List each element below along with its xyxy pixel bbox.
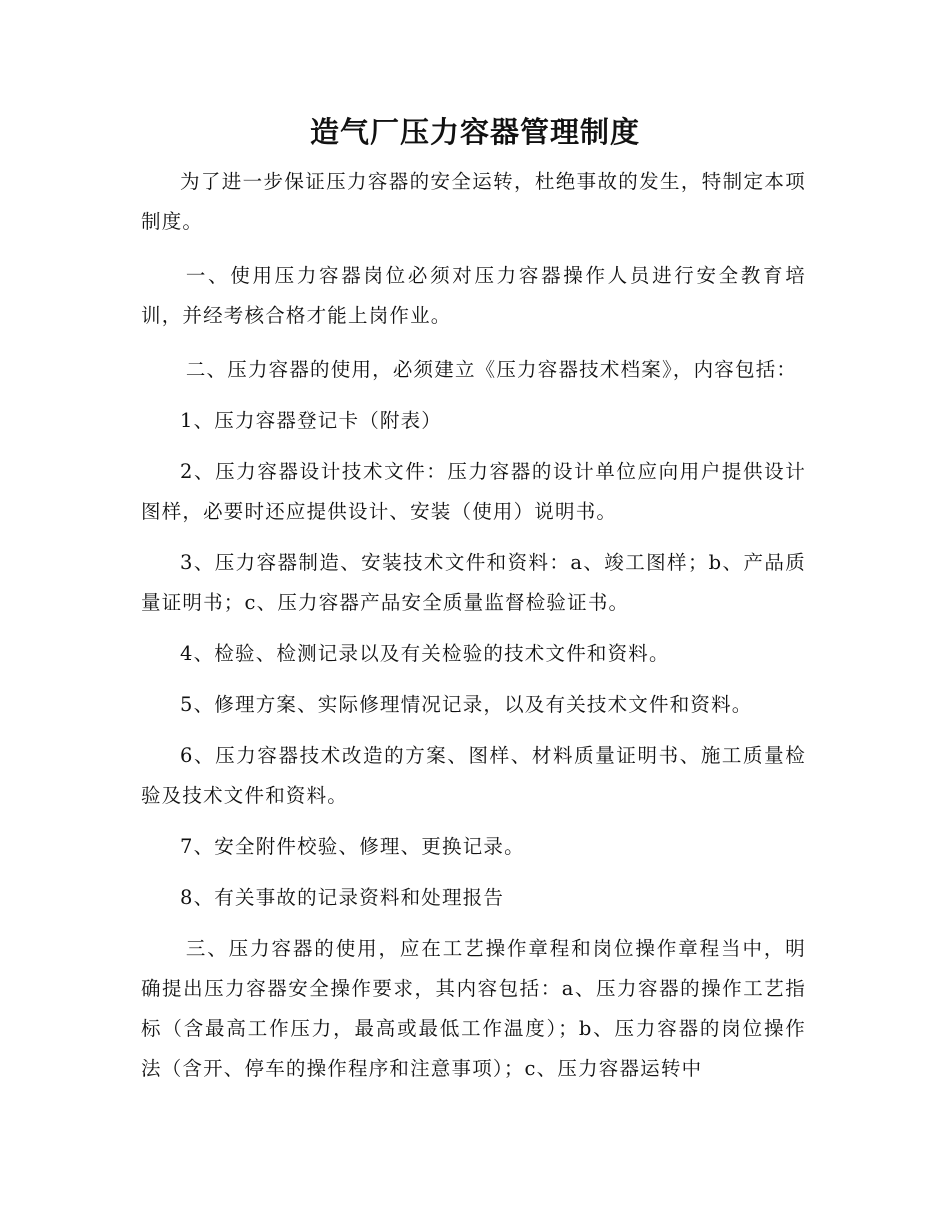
list-item-4: 4、检验、检测记录以及有关检验的技术文件和资料。 xyxy=(180,642,670,665)
section-three-paragraph: 三、压力容器的使用，应在工艺操作章程和岗位操作章程当中，明确提出压力容器安全操作要求，其内容包括：a、压力容器的操作工艺指标（含最高工作压力，最高或最低工作温度）；b、压力容器的岗位操作法（含开、停车的操作程序和注意事项）；c、压力容器运转中 xyxy=(141,937,806,1080)
document-body xyxy=(141,162,806,1089)
list-item-6: 6、压力容器技术改造的方案、图样、材料质量证明书、施工质量检验及技术文件和资料。 xyxy=(141,744,806,807)
list-item-3: 3、压力容器制造、安装技术文件和资料：a、竣工图样；b、产品质量证明书；c、压力容器产品安全质量监督检验证书。 xyxy=(141,551,806,614)
list-item-7: 7、安全附件校验、修理、更换记录。 xyxy=(180,835,525,858)
section-two-paragraph: 二、压力容器的使用，必须建立《压力容器技术档案》，内容包括： xyxy=(185,358,798,381)
list-item-5: 5、修理方案、实际修理情况记录，以及有关技术文件和资料。 xyxy=(180,693,753,716)
intro-paragraph: 为了进一步保证压力容器的安全运转，杜绝事故的发生，特制定本项制度。 xyxy=(141,170,806,233)
list-item-1: 1、压力容器登记卡（附表） xyxy=(180,409,443,432)
section-one-paragraph: 一、使用压力容器岗位必须对压力容器操作人员进行安全教育培训，并经考核合格才能上岗作业。 xyxy=(141,264,806,327)
list-item-2: 2、压力容器设计技术文件：压力容器的设计单位应向用户提供设计图样，必要时还应提供设计、安装（使用）说明书。 xyxy=(141,460,806,523)
document-title: 造气厂压力容器管理制度 xyxy=(309,115,640,149)
list-item-8: 8、有关事故的记录资料和处理报告 xyxy=(180,886,505,909)
